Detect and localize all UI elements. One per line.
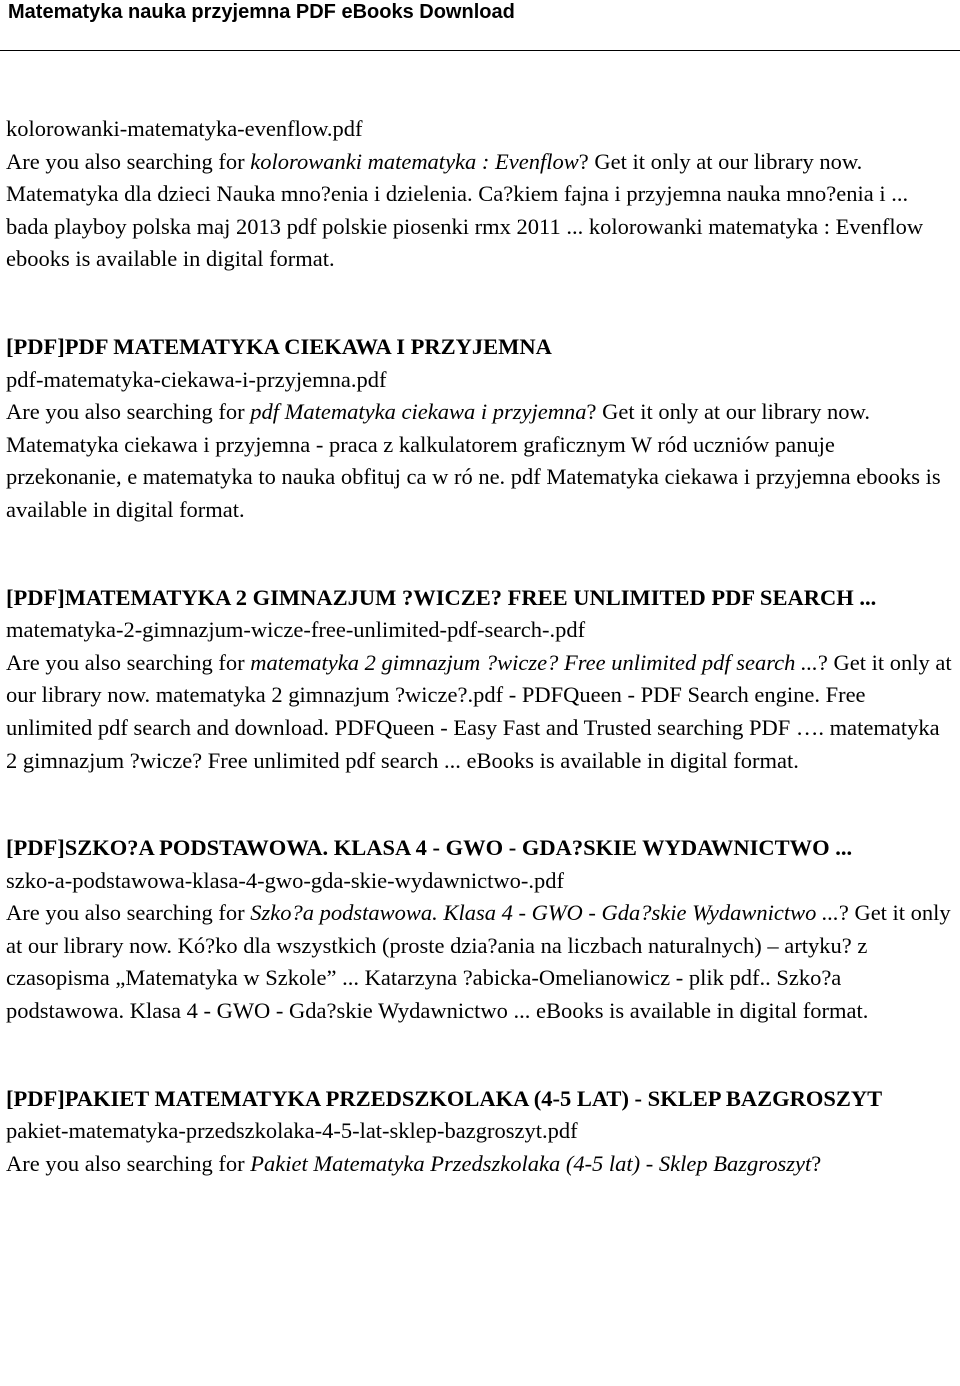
search-term: kolorowanki matematyka : Evenflow [250, 148, 579, 174]
result-description: Matematyka dla dzieci Nauka mno?enia i dzielenia. Ca?kiem fajna i przyjemna nauka mno?enia i ... bada playboy polska maj 2013 pdf polskie piosenki rmx 2011 ... kolorowanki matematyka : Evenflow ebooks is available in digital format. [6, 181, 924, 272]
result-filename[interactable]: pdf-matematyka-ciekawa-i-przyjemna.pdf [6, 366, 387, 392]
result-body [6, 396, 952, 526]
result-heading[interactable]: [PDF]PAKIET MATEMATYKA PRZEDSZKOLAKA (4-5 LAT) - SKLEP BAZGROSZYT [6, 1085, 883, 1111]
result-filename[interactable]: matematyka-2-gimnazjum-wicze-free-unlimited-pdf-search-.pdf [6, 617, 586, 643]
search-prefix: Are you also searching for [6, 1150, 251, 1176]
page-header-title: Matematyka nauka przyjemna PDF eBooks Download [8, 1, 515, 23]
search-prefix: Are you also searching for [6, 900, 251, 926]
result-body [6, 1148, 952, 1181]
result-heading[interactable]: [PDF]SZKO?A PODSTAWOWA. KLASA 4 - GWO - GDA?SKIE WYDAWNICTWO ... [6, 835, 853, 861]
search-suffix: ? Get it only at our library now. [586, 399, 870, 425]
search-term: Szko?a podstawowa. Klasa 4 - GWO - Gda?skie Wydawnictwo ... [250, 900, 839, 926]
search-suffix: ? Get it only at our library now. [6, 649, 952, 708]
search-term: pdf Matematyka ciekawa i przyjemna [250, 399, 587, 425]
search-prefix: Are you also searching for [6, 399, 251, 425]
result-filename[interactable]: pakiet-matematyka-przedszkolaka-4-5-lat-sklep-bazgroszyt.pdf [6, 1118, 578, 1144]
result-body [6, 146, 952, 276]
result-filename[interactable]: kolorowanki-matematyka-evenflow.pdf [6, 116, 363, 141]
search-prefix: Are you also searching for [6, 148, 251, 174]
result-heading[interactable]: [PDF]PDF MATEMATYKA CIEKAWA I PRZYJEMNA [6, 333, 552, 359]
result-heading[interactable]: [PDF]MATEMATYKA 2 GIMNAZJUM ?WICZE? FREE UNLIMITED PDF SEARCH ... [6, 584, 877, 610]
results-list [6, 113, 952, 1180]
search-prefix: Are you also searching for [6, 649, 251, 675]
result-entry [6, 582, 952, 778]
search-suffix: ? Get it only at our library now. [6, 900, 951, 958]
search-term: Pakiet Matematyka Przedszkolaka (4-5 lat) - Sklep Bazgroszyt [250, 1150, 812, 1176]
result-filename[interactable]: szko-a-podstawowa-klasa-4-gwo-gda-skie-wydawnictwo-.pdf [6, 867, 564, 893]
result-description: Matematyka ciekawa i przyjemna - praca z kalkulatorem graficznym W ród uczniów panuje przekonanie, e matematyka to nauka obfituj ca w ró ne. pdf Matematyka ciekawa i przyjemna ebooks is available in digital format. [6, 431, 941, 522]
result-description: matematyka 2 gimnazjum ?wicze?.pdf - PDFQueen - PDF Search engine. Free unlimited pdf search and download. PDFQueen - Easy Fast and Trusted searching PDF …. matematyka 2 gimnazjum ?wicze? Free unlimited pdf search ... eBooks is available in digital format. [6, 682, 940, 773]
result-entry [6, 331, 952, 527]
result-entry [6, 113, 952, 276]
search-suffix: ? Get it only at our library now. [578, 148, 863, 174]
result-entry [6, 1083, 952, 1181]
search-suffix: ? [811, 1150, 822, 1176]
search-term: matematyka 2 gimnazjum ?wicze? Free unlimited pdf search ... [250, 649, 818, 675]
result-entry [6, 832, 952, 1028]
result-body [6, 647, 952, 777]
result-description: Kó?ko dla wszystkich (proste dzia?ania na liczbach naturalnych) – artyku? z czasopisma „Matematyka w Szkole” ... Katarzyna ?abicka-Omelianowicz - plik pdf.. Szko?a podstawowa. Klasa 4 - GWO - Gda?skie Wydawnictwo ... eBooks is available in digital format. [6, 932, 869, 1024]
header-divider [0, 50, 960, 51]
result-body [6, 897, 952, 1027]
